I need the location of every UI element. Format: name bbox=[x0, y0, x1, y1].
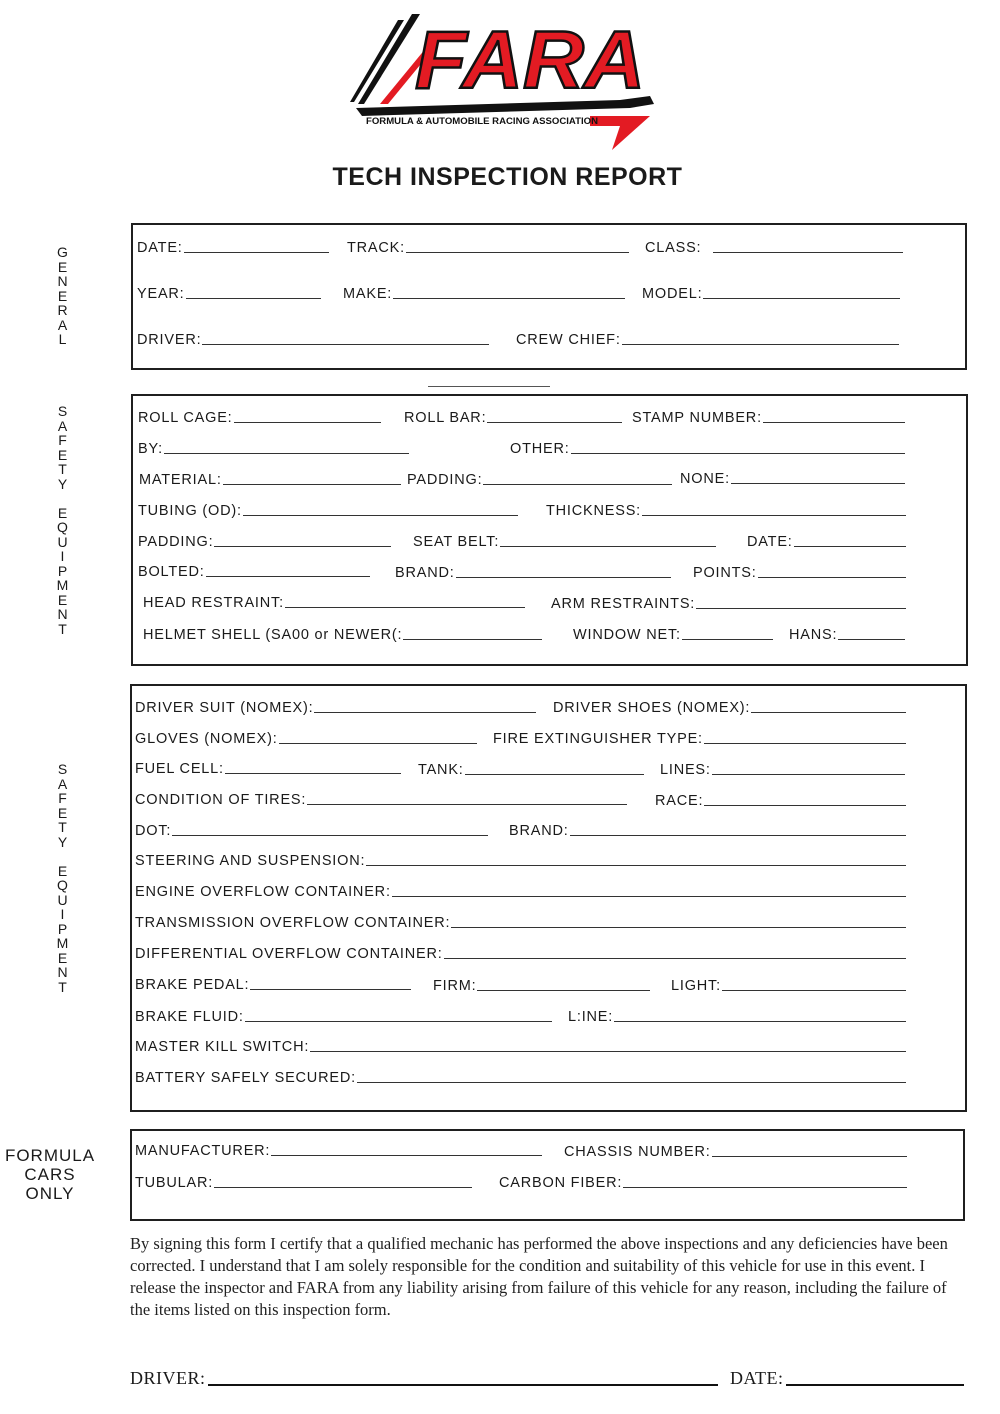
side-label-letter: E bbox=[57, 591, 69, 608]
master-kill-switch-field[interactable]: MASTER KILL SWITCH: bbox=[135, 1037, 906, 1057]
brake-fluid-field[interactable]: BRAKE FLUID: bbox=[135, 1007, 552, 1027]
side-label-letter: I bbox=[60, 548, 66, 564]
condition-of-tires-field[interactable]: CONDITION OF TIRES: bbox=[135, 790, 627, 810]
side-label-letter: T bbox=[58, 461, 68, 477]
formula-side-label: FORMULA CARS ONLY bbox=[4, 1146, 96, 1203]
side-label-letter: Q bbox=[57, 877, 69, 893]
seat-belt-field[interactable]: SEAT BELT: bbox=[413, 532, 716, 552]
side-label-letter: M bbox=[56, 935, 70, 951]
light-field[interactable]: LIGHT: bbox=[671, 976, 906, 996]
carbon-fiber-field[interactable]: CARBON FIBER: bbox=[499, 1173, 907, 1193]
brake-line-field[interactable]: L:INE: bbox=[568, 1007, 906, 1027]
chassis-number-field[interactable]: CHASSIS NUMBER: bbox=[564, 1142, 907, 1162]
arm-restraints-field[interactable]: ARM RESTRAINTS: bbox=[551, 594, 906, 614]
head-restraint-field[interactable]: HEAD RESTRAINT: bbox=[143, 593, 525, 613]
side-label-letter: E bbox=[57, 949, 69, 966]
thickness-field[interactable]: THICKNESS: bbox=[546, 501, 906, 521]
brand-field-1[interactable]: BRAND: bbox=[395, 563, 671, 583]
roll-cage-field[interactable]: ROLL CAGE: bbox=[138, 408, 381, 428]
side-label-letter: A bbox=[57, 775, 69, 792]
roll-bar-field[interactable]: ROLL BAR: bbox=[404, 408, 622, 428]
side-label-letter: F bbox=[58, 432, 68, 448]
side-label-letter: T bbox=[58, 978, 68, 995]
side-label-letter: U bbox=[57, 891, 69, 908]
side-label-letter: A bbox=[57, 316, 69, 333]
general-make-field[interactable]: MAKE: bbox=[343, 284, 625, 304]
gloves-field[interactable]: GLOVES (NOMEX): bbox=[135, 729, 477, 749]
tubular-field[interactable]: TUBULAR: bbox=[135, 1173, 472, 1193]
seat-belt-date-field[interactable]: DATE: bbox=[747, 532, 906, 552]
tubing-od-field[interactable]: TUBING (OD): bbox=[138, 501, 518, 521]
side-label-letter: Y bbox=[57, 833, 69, 850]
side-label-letter: R bbox=[57, 302, 69, 318]
side-label-letter: T bbox=[58, 620, 68, 637]
side-label-letter: E bbox=[57, 804, 69, 821]
none-field[interactable]: NONE: bbox=[680, 469, 905, 489]
logo-arrow bbox=[590, 116, 650, 150]
window-net-field[interactable]: WINDOW NET: bbox=[573, 625, 773, 645]
bolted-field[interactable]: BOLTED: bbox=[138, 562, 370, 582]
dot-field[interactable]: DOT: bbox=[135, 821, 488, 841]
side-label-letter: S bbox=[57, 403, 69, 419]
general-track-field[interactable]: TRACK: bbox=[347, 238, 629, 258]
page-title: TECH INSPECTION REPORT bbox=[332, 163, 683, 191]
lines-field[interactable]: LINES: bbox=[660, 760, 905, 780]
by-field[interactable]: BY: bbox=[138, 439, 409, 459]
hans-field[interactable]: HANS: bbox=[789, 625, 905, 645]
padding-field-2[interactable]: PADDING: bbox=[138, 532, 391, 552]
side-label-letter: E bbox=[57, 258, 69, 275]
general-date-field[interactable]: DATE: bbox=[137, 238, 329, 258]
side-label-letter: I bbox=[60, 906, 66, 922]
general-class-field[interactable]: CLASS: bbox=[645, 238, 903, 258]
side-label-letter: M bbox=[56, 577, 70, 593]
side-label-letter: E bbox=[57, 504, 69, 521]
side-label-letter: Q bbox=[57, 519, 69, 535]
side-label-letter: N bbox=[57, 606, 69, 622]
general-year-field[interactable]: YEAR: bbox=[137, 284, 321, 304]
stray-line bbox=[428, 386, 550, 387]
brake-pedal-field[interactable]: BRAKE PEDAL: bbox=[135, 975, 411, 995]
differential-overflow-field[interactable]: DIFFERENTIAL OVERFLOW CONTAINER: bbox=[135, 944, 906, 964]
side-label-letter: E bbox=[57, 287, 69, 304]
race-field[interactable]: RACE: bbox=[655, 791, 906, 811]
side-label-letter: P bbox=[57, 920, 69, 937]
signature-driver-field[interactable]: DRIVER: bbox=[130, 1368, 718, 1389]
general-model-field[interactable]: MODEL: bbox=[642, 284, 900, 304]
side-label-letter: P bbox=[57, 562, 69, 579]
side-label-letter: N bbox=[57, 273, 69, 289]
steering-suspension-field[interactable]: STEERING AND SUSPENSION: bbox=[135, 851, 906, 871]
logo-slash-1 bbox=[358, 14, 420, 104]
transmission-overflow-field[interactable]: TRANSMISSION OVERFLOW CONTAINER: bbox=[135, 913, 906, 933]
other-field[interactable]: OTHER: bbox=[510, 439, 905, 459]
tank-field[interactable]: TANK: bbox=[418, 760, 644, 780]
fara-logo bbox=[350, 12, 660, 157]
certification-text: By signing this form I certify that a qualified mechanic has performed the above inspections and any deficiencies have been corrected. I understand that I am solely responsible for the condition and suitability of this vehicle for use in this event. I release the inspector and FARA from any liability arising from failure of this vehicle for any reason, including the failure of the items listed on this inspection form. bbox=[130, 1234, 948, 1319]
battery-secured-field[interactable]: BATTERY SAFELY SECURED: bbox=[135, 1068, 906, 1088]
side-label-letter: E bbox=[57, 446, 69, 463]
engine-overflow-field[interactable]: ENGINE OVERFLOW CONTAINER: bbox=[135, 882, 906, 902]
firm-field[interactable]: FIRM: bbox=[433, 976, 650, 996]
side-label-letter: L bbox=[58, 331, 68, 347]
side-label-letter: N bbox=[57, 964, 69, 980]
signature-date-field[interactable]: DATE: bbox=[730, 1368, 964, 1389]
side-label-letter: S bbox=[57, 761, 69, 777]
general-side-label bbox=[48, 245, 78, 347]
logo-wordmark: FARA bbox=[415, 15, 645, 106]
side-label-letter: G bbox=[57, 244, 69, 260]
side-label-letter: E bbox=[57, 862, 69, 879]
logo-tagline: FORMULA & AUTOMOBILE RACING ASSOCIATION bbox=[366, 116, 598, 126]
material-field[interactable]: MATERIAL: bbox=[139, 470, 401, 490]
side-label-letter: Y bbox=[57, 475, 69, 492]
padding-field-1[interactable]: PADDING: bbox=[407, 470, 672, 490]
side-label-letter: F bbox=[58, 790, 68, 806]
points-field[interactable]: POINTS: bbox=[693, 563, 906, 583]
general-crew-chief-field[interactable]: CREW CHIEF: bbox=[516, 330, 899, 350]
brand-field-2[interactable]: BRAND: bbox=[509, 821, 906, 841]
side-label-letter: U bbox=[57, 533, 69, 550]
general-driver-field[interactable]: DRIVER: bbox=[137, 330, 489, 350]
driver-shoes-field[interactable]: DRIVER SHOES (NOMEX): bbox=[553, 698, 906, 718]
safety-side-label-1 bbox=[48, 404, 78, 636]
manufacturer-field[interactable]: MANUFACTURER: bbox=[135, 1141, 542, 1161]
safety-side-label-2 bbox=[48, 762, 78, 994]
stamp-number-field[interactable]: STAMP NUMBER: bbox=[632, 408, 905, 428]
side-label-letter: A bbox=[57, 417, 69, 434]
side-label-letter: T bbox=[58, 819, 68, 835]
driver-suit-field[interactable]: DRIVER SUIT (NOMEX): bbox=[135, 698, 536, 718]
helmet-shell-field[interactable]: HELMET SHELL (SA00 or NEWER(: bbox=[143, 625, 542, 645]
fire-extinguisher-field[interactable]: FIRE EXTINGUISHER TYPE: bbox=[493, 729, 906, 749]
fuel-cell-field[interactable]: FUEL CELL: bbox=[135, 759, 401, 779]
